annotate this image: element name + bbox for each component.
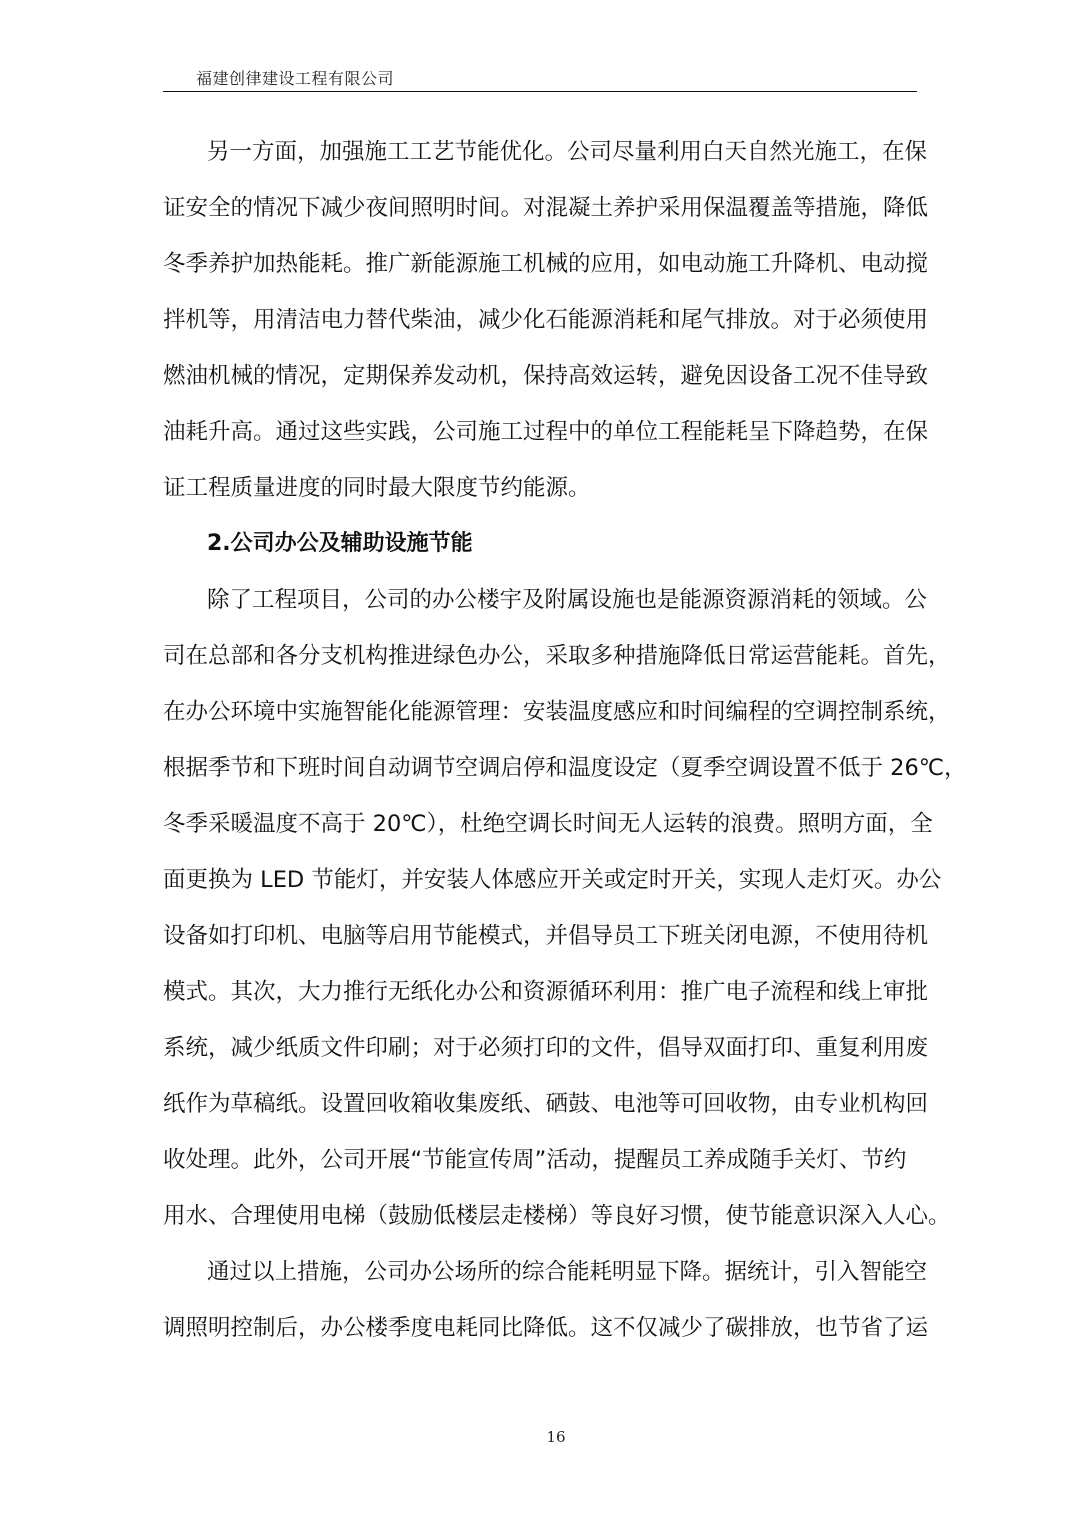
text-line: 根据季节和下班时间自动调节空调启停和温度设定（夏季空调设置不低于 26℃， bbox=[163, 755, 967, 781]
text-line: 通过以上措施，公司办公场所的综合能耗明显下降。据统计，引入智能空 bbox=[207, 1259, 928, 1285]
text-line: 收处理。此外，公司开展“节能宣传周”活动，提醒员工养成随手关灯、节约 bbox=[163, 1147, 907, 1173]
text-line: 证安全的情况下减少夜间照明时间。对混凝土养护采用保温覆盖等措施，降低 bbox=[163, 195, 929, 221]
text-line: 冬季采暖温度不高于 20℃），杜绝空调长时间无人运转的浪费。照明方面，全 bbox=[163, 811, 933, 837]
page-number: 16 bbox=[546, 1428, 566, 1446]
text-line: 另一方面，加强施工工艺节能优化。公司尽量利用白天自然光施工，在保 bbox=[207, 139, 928, 165]
text-line: 拌机等，用清洁电力替代柴油，减少化石能源消耗和尾气排放。对于必须使用 bbox=[163, 307, 929, 333]
text-line: 油耗升高。通过这些实践，公司施工过程中的单位工程能耗呈下降趋势，在保 bbox=[163, 419, 929, 445]
section-heading: 2.公司办公及辅助设施节能 bbox=[207, 531, 473, 556]
text-line: 用水、合理使用电梯（鼓励低楼层走楼梯）等良好习惯，使节能意识深入人心。 bbox=[163, 1203, 951, 1229]
text-line: 模式。其次，大力推行无纸化办公和资源循环利用：推广电子流程和线上审批 bbox=[163, 979, 929, 1005]
header-divider bbox=[163, 91, 917, 92]
text-line: 证工程质量进度的同时最大限度节约能源。 bbox=[163, 475, 591, 501]
text-line: 除了工程项目，公司的办公楼宇及附属设施也是能源资源消耗的领域。公 bbox=[207, 587, 928, 613]
text-line: 燃油机械的情况，定期保养发动机，保持高效运转，避免因设备工况不佳导致 bbox=[163, 363, 929, 389]
text-line: 司在总部和各分支机构推进绿色办公，采取多种措施降低日常运营能耗。首先， bbox=[163, 643, 951, 669]
text-line: 纸作为草稿纸。设置回收箱收集废纸、硒鼓、电池等可回收物，由专业机构回 bbox=[163, 1091, 929, 1117]
header-company-name: 福建创律建设工程有限公司 bbox=[196, 69, 395, 88]
text-line: 在办公环境中实施智能化能源管理：安装温度感应和时间编程的空调控制系统， bbox=[163, 699, 951, 725]
text-line: 面更换为 LED 节能灯，并安装人体感应开关或定时开关，实现人走灯灭。办公 bbox=[163, 867, 942, 893]
text-line: 调照明控制后，办公楼季度电耗同比降低。这不仅减少了碳排放，也节省了运 bbox=[163, 1315, 929, 1341]
text-line: 冬季养护加热能耗。推广新能源施工机械的应用，如电动施工升降机、电动搅 bbox=[163, 251, 929, 277]
text-line: 设备如打印机、电脑等启用节能模式，并倡导员工下班关闭电源，不使用待机 bbox=[163, 923, 929, 949]
text-line: 系统，减少纸质文件印刷；对于必须打印的文件，倡导双面打印、重复利用废 bbox=[163, 1035, 929, 1061]
